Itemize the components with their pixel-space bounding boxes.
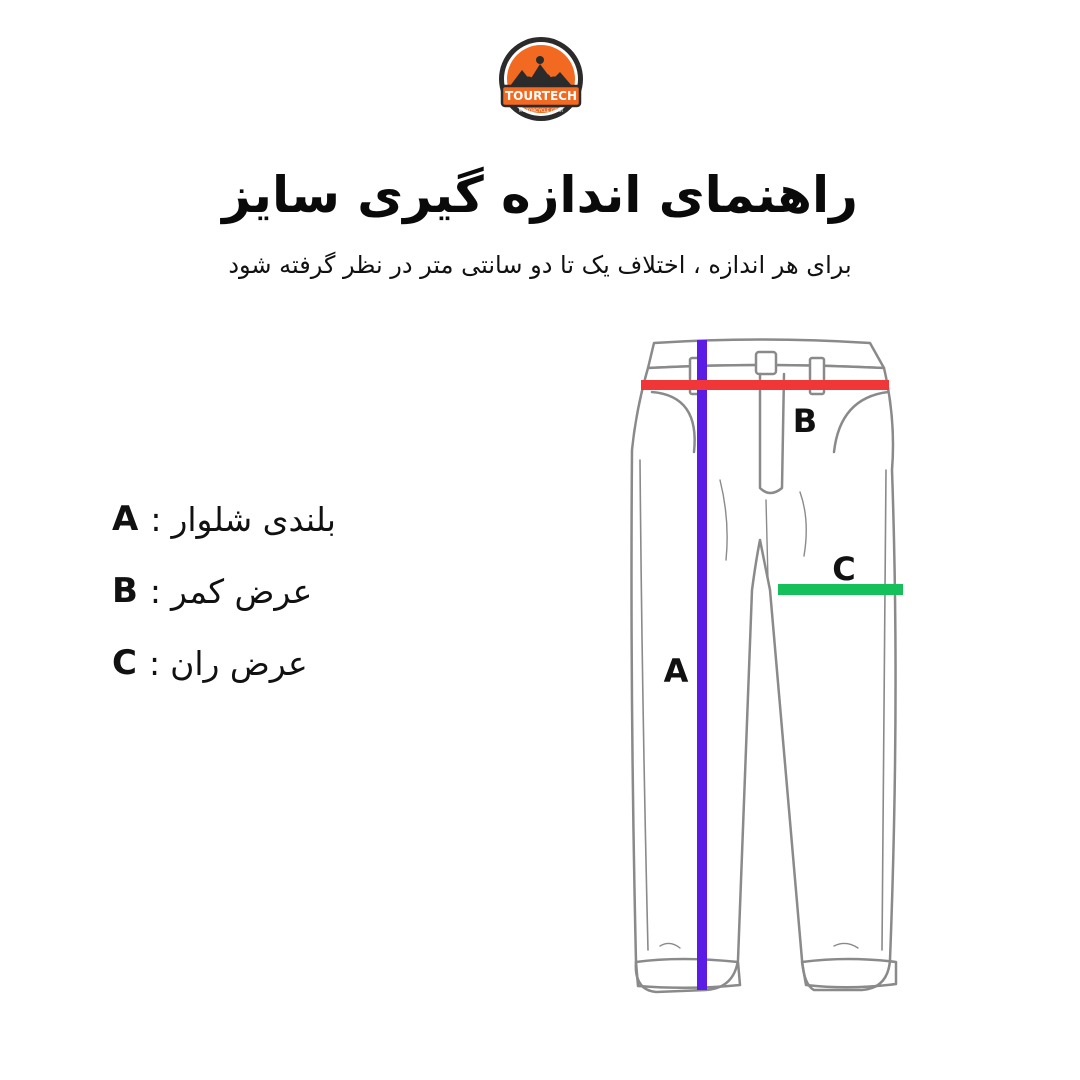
legend-key-a: A [112,499,139,539]
label-c: C [832,550,856,588]
measurement-legend [112,496,472,712]
legend-label-a: بلندی شلوار [171,499,336,539]
legend-key-b: B [112,571,138,611]
brand-logo [496,34,586,124]
brand-tagline: MOTORCYCLE GEAR [518,109,564,114]
motorcycle-logo-icon [496,34,586,124]
page-title: راهنمای اندازه گیری سایز [222,166,858,224]
waist-measure-line [641,380,889,390]
pants-measurement-diagram [600,320,940,1020]
legend-separator: : [150,499,162,539]
length-measure-line [697,340,707,990]
legend-label-b: عرض کمر [171,571,313,611]
label-b: B [792,402,818,440]
brand-name: TOURTECH [504,89,578,103]
legend-row-a [112,496,472,542]
page-subtitle: برای هر اندازه ، اختلاف یک تا دو سانتی متر در نظر گرفته شود [228,251,852,279]
legend-label-c: عرض ران [170,643,308,683]
pants-diagram-svg [600,320,940,1020]
legend-row-c [112,640,472,686]
label-a: A [663,652,689,690]
legend-separator: : [148,643,161,683]
legend-row-b [112,568,472,614]
legend-separator: : [149,571,162,611]
legend-key-c: C [112,643,137,683]
